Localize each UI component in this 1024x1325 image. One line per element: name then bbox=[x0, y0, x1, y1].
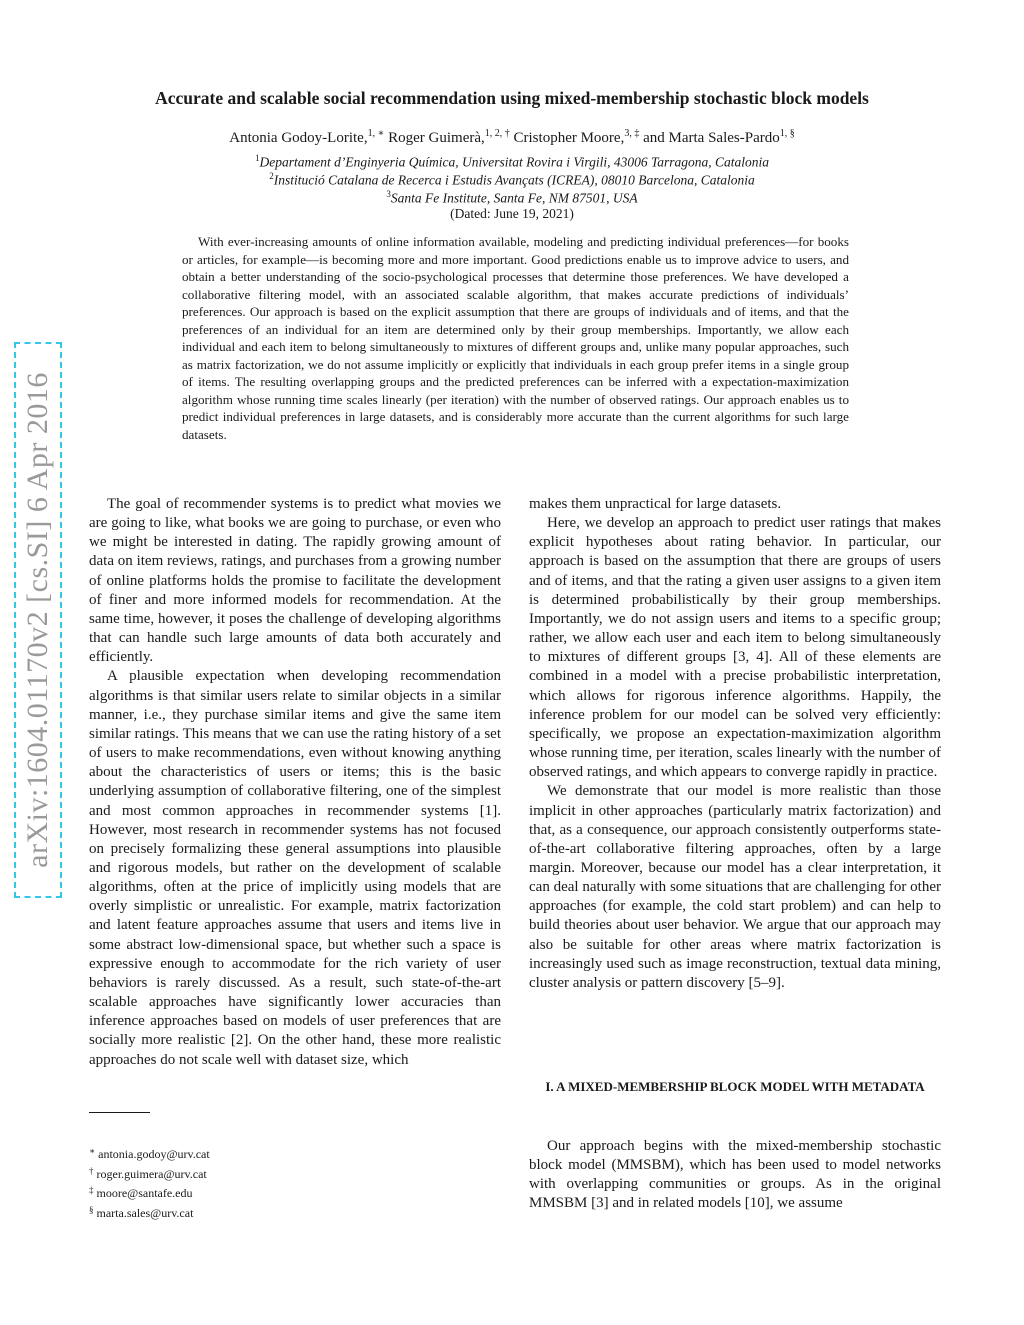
footnote-mark: † bbox=[89, 1165, 94, 1176]
affiliation-number: 1 bbox=[255, 153, 260, 163]
affiliation-number: 2 bbox=[269, 171, 274, 181]
affiliation bbox=[80, 171, 944, 189]
footnote bbox=[89, 1163, 389, 1183]
affiliation bbox=[80, 189, 944, 207]
author-name: Roger Guimerà, bbox=[388, 130, 485, 146]
affiliation-text: Institució Catalana de Recerca i Estudis Avançats (ICREA), 08010 Barcelona, Catalonia bbox=[273, 172, 755, 188]
affiliation-text: Santa Fe Institute, Santa Fe, NM 87501, USA bbox=[390, 190, 638, 206]
author-list bbox=[80, 128, 944, 147]
body-paragraph: We demonstrate that our model is more realistic than those implicit in other approaches (particularly matrix factorization) and that, as a consequence, our approach consistently outperforms state-of-the-art collaborative filtering approaches, often by a large margin. Moreover, because our model has a clear interpretation, it can deal naturally with some situations that are challenging for other approaches (for example, the cold start problem) and can help to build theories about user behavior. We argue that our approach may also be suitable for other areas where matrix factorization is increasingly used such as image reconstruction, textual data mining, cluster analysis or pattern discovery [5–9]. bbox=[529, 783, 941, 991]
author-name: Cristopher Moore, bbox=[513, 130, 625, 146]
section-heading: I. A MIXED-MEMBERSHIP BLOCK MODEL WITH METADATA bbox=[545, 1079, 925, 1094]
author-name: Antonia Godoy-Lorite, bbox=[229, 130, 368, 146]
footnote-email[interactable]: moore@santafe.edu bbox=[96, 1186, 193, 1200]
section-paragraph: Our approach begins with the mixed-membership stochastic block model (MMSBM), which has been used to model networks with overlapping communities or groups. As in the original MMSBM [3] and in related models [10], we assume bbox=[529, 1138, 941, 1212]
author-affiliation-mark: 1, 2, † bbox=[484, 128, 510, 139]
footnote bbox=[89, 1202, 389, 1222]
footnote-rule bbox=[89, 1112, 150, 1113]
right-column bbox=[529, 495, 941, 993]
footnote-email[interactable]: antonia.godoy@urv.cat bbox=[98, 1147, 210, 1161]
author-affiliation-mark: 3, ‡ bbox=[624, 128, 640, 139]
left-column bbox=[89, 495, 501, 1070]
footnote bbox=[89, 1143, 389, 1163]
body-paragraph: A plausible expectation when developing recommendation algorithms is that similar users relate to similar objects in a similar manner, i.e., they purchase similar items and give the same item similar ratings. This means that we can use the rating history of a set of users to make recommendations, even without knowing anything about the characteristics of users or items; this is the basic underlying assumption of collaborative filtering, one of the simplest and most common approaches in recommender systems [1]. However, most research in recommender systems has not focused on precisely formalizing these general assumptions into plausible and rigorous models, but rather on the development of scalable algorithms, often at the price of implicitly using models that are overly simplistic or unrealistic. For example, matrix factorization and latent feature approaches assume that users and items live in some abstract low-dimensional space, but whether such a space is expressive enough to accommodate for the rich variety of user behaviors is rarely discussed. As a result, such state-of-the-art scalable approaches have significantly lower accuracies than inference approaches based on models of user preferences that are socially more realistic [2]. On the other hand, these more realistic approaches do not scale well with dataset size, which bbox=[89, 668, 501, 1068]
author-affiliation-mark: 1, § bbox=[779, 128, 795, 139]
footnote-mark: § bbox=[89, 1204, 94, 1215]
footnotes bbox=[89, 1143, 389, 1221]
footnote bbox=[89, 1182, 389, 1202]
footnote-mark: ‡ bbox=[89, 1185, 94, 1195]
paper-title: Accurate and scalable social recommendation using mixed-membership stochastic block models bbox=[155, 88, 869, 108]
footnote-email[interactable]: roger.guimera@urv.cat bbox=[96, 1166, 207, 1181]
body-paragraph: makes them unpractical for large datasets. bbox=[529, 496, 782, 512]
arxiv-stamp[interactable] bbox=[14, 342, 62, 898]
body-paragraph: The goal of recommender systems is to predict what movies we are going to like, what books we are going to purchase, or even who we might be interested in dating. The rapidly growing amount of data on item reviews, ratings, and purchases from a growing number of online platforms holds the promise to facilitate the development of finer and more informed models for recommendation. At the same time, however, it poses the challenge of developing algorithms that can handle such large amounts of data both accurately and efficiently. bbox=[89, 496, 501, 666]
body-paragraph: Here, we develop an approach to predict user ratings that makes explicit hypotheses about rating behavior. In particular, our approach is based on the assumption that there are groups of users and of items, and that the rating a given user assigns to a given item is determined probabilistically by their group memberships. Importantly, we do not assign users and items to a specific group; rather, we allow each user and each item to belong simultaneously to mixtures of different groups [3, 4]. All of these elements are combined in a model with a precise probabilistic interpretation, which allows for rigorous inference algorithms. Happily, the inference problem for our model can be solved very efficiently: specifically, we propose an expectation-maximization algorithm whose running time, per iteration, scales linearly with the number of observed ratings, and which appears to converge rapidly in practice. bbox=[529, 515, 941, 781]
abstract: With ever-increasing amounts of online information available, modeling and predicting individual preferences—for books or articles, for example—is becoming more and more important. Good predictions enable us to improve advice to users, and obtain a better understanding of the socio-psychological processes that determine those preferences. We have developed a collaborative filtering model, with an associated scalable algorithm, that makes accurate predictions of individuals’ preferences. Our approach is based on the explicit assumption that there are groups of individuals and of items, and that the preferences of an individual for an item are determined only by their group memberships. Importantly, we allow each individual and each item to belong simultaneously to mixtures of different groups and, unlike many popular approaches, such as matrix factorization, we do not assume implicitly or explicitly that individuals in each group prefer items in a single group of items. The resulting overlapping groups and the predicted preferences can be inferred with a expectation-maximization algorithm whose running time scales linearly (per iteration) with the number of observed ratings. Our approach enables us to predict individual preferences in large datasets, and is considerably more accurate than the current algorithms for such large datasets. bbox=[182, 234, 849, 442]
author-affiliation-mark: 1, ∗ bbox=[367, 128, 385, 139]
date-line: (Dated: June 19, 2021) bbox=[450, 206, 574, 221]
affiliation bbox=[80, 153, 944, 171]
arxiv-identifier: arXiv:1604.01170v2 [cs.SI] 6 Apr 2016 bbox=[21, 372, 54, 868]
footnote-mark: ∗ bbox=[89, 1146, 96, 1156]
author-name: and Marta Sales-Pardo bbox=[643, 130, 780, 146]
footnote-email[interactable]: marta.sales@urv.cat bbox=[96, 1205, 194, 1220]
affiliation-number: 3 bbox=[386, 189, 391, 199]
affiliation-text: Departament d’Enginyeria Química, Universitat Rovira i Virgili, 43006 Tarragona, Catalonia bbox=[259, 154, 769, 170]
